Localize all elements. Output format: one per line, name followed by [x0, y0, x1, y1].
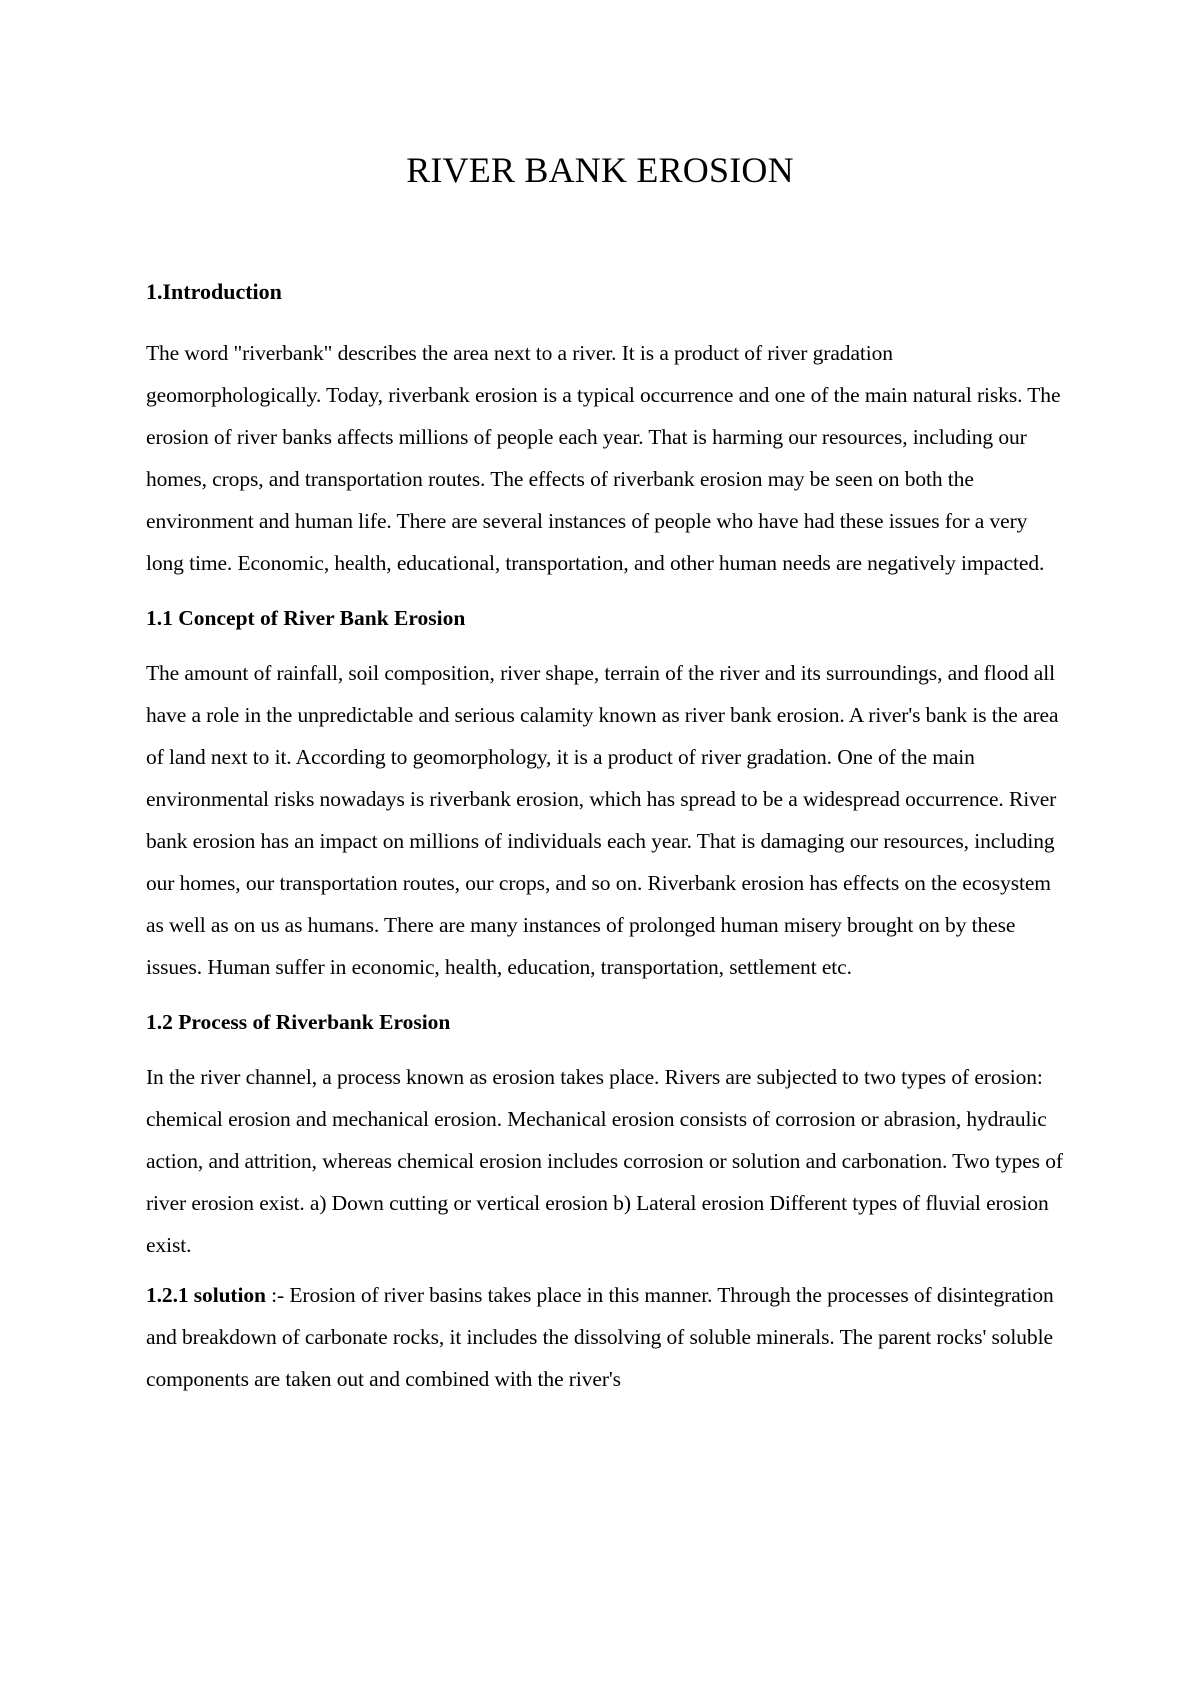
solution-label: 1.2.1 solution — [146, 1283, 266, 1307]
solution-text: :- Erosion of river basins takes place in this manner. Through the processes of disintegration and breakdown of carbonate rocks, it includes the dissolving of soluble minerals. The parent rocks' soluble components are taken out and combined with the river's — [146, 1283, 1054, 1391]
paragraph-introduction: The word "riverbank" describes the area next to a river. It is a product of river gradation geomorphologically. Today, riverbank erosion is a typical occurrence and one of the main natural risks. The erosion of river banks affects millions of people each year. That is harming our resources, including our homes, crops, and transportation routes. The effects of riverbank erosion may be seen on both the environment and human life. There are several instances of people who have had these issues for a very long time. Economic, health, educational, transportation, and other human needs are negatively impacted. — [146, 341, 1061, 575]
paragraph-concept: The amount of rainfall, soil composition, river shape, terrain of the river and its surroundings, and flood all have a role in the unpredictable and serious calamity known as river bank erosion. A river's bank is the area of land next to it. According to geomorphology, it is a product of river gradation. One of the main environmental risks nowadays is riverbank erosion, which has spread to be a widespread occurrence. River bank erosion has an impact on millions of individuals each year. That is damaging our resources, including our homes, our transportation routes, our crops, and so on. Riverbank erosion has effects on the ecosystem as well as on us as humans. There are many instances of prolonged human misery brought on by these issues. Human suffer in economic, health, education, transportation, settlement etc. — [146, 661, 1059, 979]
document-body — [146, 276, 1070, 1400]
document-title: RIVER BANK EROSION — [406, 150, 794, 190]
section-heading-concept: 1.1 Concept of River Bank Erosion — [146, 606, 466, 630]
section-heading-introduction: 1.Introduction — [146, 279, 282, 304]
paragraph-process: In the river channel, a process known as erosion takes place. Rivers are subjected to two types of erosion: chemical erosion and mechanical erosion. Mechanical erosion consists of corrosion or abrasion, hydraulic action, and attrition, whereas chemical erosion includes corrosion or solution and carbonation. Two types of river erosion exist. a) Down cutting or vertical erosion b) Lateral erosion Different types of fluvial erosion exist. — [146, 1065, 1063, 1257]
paragraph-solution — [146, 1274, 1070, 1400]
section-heading-process: 1.2 Process of Riverbank Erosion — [146, 1010, 451, 1034]
